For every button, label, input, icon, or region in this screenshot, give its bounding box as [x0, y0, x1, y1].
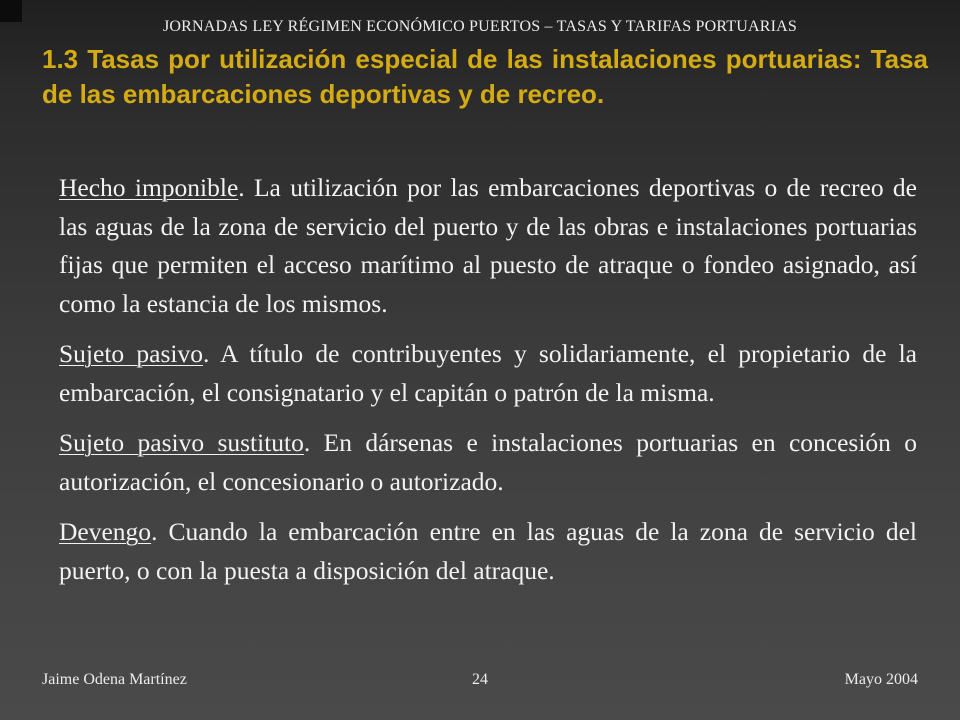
term-label: Hecho imponible: [59, 173, 239, 202]
paragraph-devengo: [59, 513, 917, 590]
presentation-header: JORNADAS LEY RÉGIMEN ECONÓMICO PUERTOS – TASAS Y TARIFAS PORTUARIAS: [162, 18, 798, 35]
term-label: Sujeto pasivo: [59, 339, 203, 368]
term-label: Devengo: [59, 517, 152, 546]
slide-title: 1.3 Tasas por utilización especial de las instalaciones portuarias: Tasa de las embarcaciones deportivas y de recreo.: [42, 44, 928, 109]
footer-page-number: 24: [472, 671, 488, 688]
term-label: Sujeto pasivo sustituto: [59, 428, 304, 457]
footer-author: Jaime Odena Martínez: [42, 671, 187, 688]
paragraph-text: . En dársenas e instalaciones portuarias en concesión o autorización, el concesionario o autorizado.: [59, 428, 918, 496]
paragraph-text: . A título de contribuyentes y solidariamente, el propietario de la embarcación, el consignatario y el capitán o patrón de la misma.: [59, 339, 917, 407]
paragraph-text: . La utilización por las embarcaciones deportivas o de recreo de las aguas de la zona de servicio del puerto y de las obras e instalaciones portuarias fijas que permiten el acceso marítimo al puesto de atraque o fondeo asignado, así como la estancia de los mismos.: [59, 173, 917, 318]
slide-body: [59, 169, 917, 602]
paragraph-sujeto-pasivo-sustituto: [59, 424, 917, 501]
paragraph-sujeto-pasivo: [59, 335, 917, 412]
paragraph-text: . Cuando la embarcación entre en las aguas de la zona de servicio del puerto, o con la puesta a disposición del atraque.: [59, 517, 917, 585]
paragraph-hecho-imponible: [59, 169, 917, 323]
footer-date: Mayo 2004: [844, 671, 918, 688]
